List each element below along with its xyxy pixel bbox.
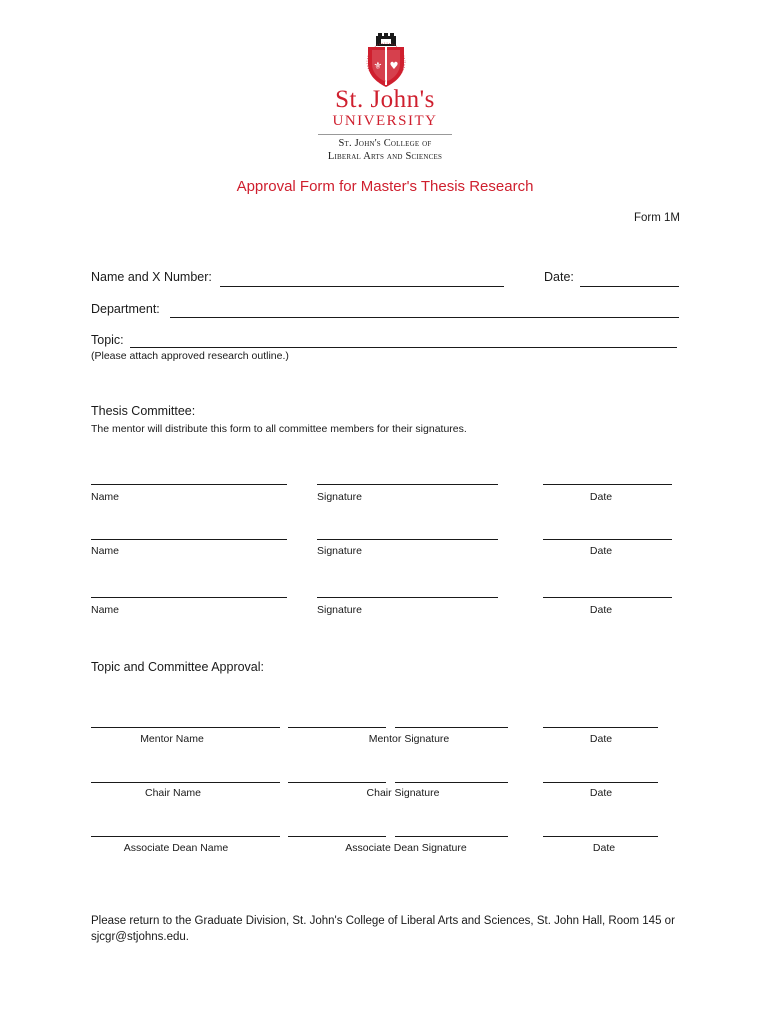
- approval-heading: Topic and Committee Approval:: [91, 660, 265, 674]
- approval-name-line[interactable]: [91, 782, 280, 783]
- department-field[interactable]: [170, 317, 679, 318]
- committee-date-line[interactable]: [543, 539, 672, 540]
- committee-name-line[interactable]: [91, 484, 287, 485]
- form-title: Approval Form for Master's Thesis Research: [236, 178, 534, 195]
- date-field[interactable]: [580, 286, 679, 287]
- approval-signature-label: Mentor Signature: [368, 733, 450, 745]
- svg-text:⚜: ⚜: [373, 61, 383, 72]
- approval-signature-line-a[interactable]: [288, 782, 386, 783]
- name-label: Name and X Number:: [91, 270, 212, 284]
- approval-date-label: Date: [592, 842, 616, 854]
- committee-signature-line[interactable]: [317, 539, 498, 540]
- university-name-line2: UNIVERSITY: [332, 113, 438, 129]
- date-label: Date:: [544, 270, 574, 284]
- approval-name-label: Associate Dean Name: [123, 842, 229, 854]
- form-id: Form 1M: [634, 212, 680, 224]
- approval-date-line[interactable]: [543, 782, 658, 783]
- committee-note: The mentor will distribute this form to all committee members for their signatures.: [91, 423, 467, 435]
- approval-signature-line-b[interactable]: [395, 727, 508, 728]
- committee-heading: Thesis Committee:: [91, 404, 196, 418]
- committee-name-line[interactable]: [91, 597, 287, 598]
- university-name-line1: St. John's: [335, 86, 435, 113]
- committee-name-line[interactable]: [91, 539, 287, 540]
- approval-signature-line-b[interactable]: [395, 836, 508, 837]
- committee-name-label: Name: [91, 491, 120, 503]
- approval-date-label: Date: [589, 787, 613, 799]
- approval-signature-line-a[interactable]: [288, 836, 386, 837]
- committee-date-line[interactable]: [543, 484, 672, 485]
- topic-note: (Please attach approved research outline.): [91, 350, 289, 362]
- committee-signature-line[interactable]: [317, 484, 498, 485]
- committee-date-label: Date: [589, 491, 613, 503]
- approval-name-line[interactable]: [91, 727, 280, 728]
- topic-label: Topic:: [91, 333, 124, 347]
- approval-signature-line-b[interactable]: [395, 782, 508, 783]
- svg-text:♥: ♥: [389, 61, 399, 72]
- committee-signature-label: Signature: [317, 491, 362, 503]
- college-name-line2: Liberal Arts and Sciences: [327, 151, 443, 162]
- university-crest-icon: [364, 32, 408, 88]
- approval-signature-label: Associate Dean Signature: [345, 842, 467, 854]
- name-field[interactable]: [220, 286, 504, 287]
- approval-name-line[interactable]: [91, 836, 280, 837]
- committee-date-line[interactable]: [543, 597, 672, 598]
- footer-return-note: Please return to the Graduate Division, St. John's College of Liberal Arts and Sciences, St. John Hall, Room 145 or sjcgr@stjohns.edu.: [91, 915, 675, 943]
- committee-date-label: Date: [589, 604, 613, 616]
- approval-name-label: Mentor Name: [140, 733, 204, 745]
- approval-date-line[interactable]: [543, 727, 658, 728]
- college-name-line1: St. John's College of: [338, 138, 432, 149]
- committee-name-label: Name: [91, 604, 120, 616]
- approval-name-label: Chair Name: [144, 787, 202, 799]
- approval-signature-label: Chair Signature: [366, 787, 440, 799]
- approval-signature-line-a[interactable]: [288, 727, 386, 728]
- committee-name-label: Name: [91, 545, 120, 557]
- approval-date-line[interactable]: [543, 836, 658, 837]
- committee-signature-line[interactable]: [317, 597, 498, 598]
- topic-field[interactable]: [130, 347, 677, 348]
- committee-signature-label: Signature: [317, 604, 362, 616]
- committee-date-label: Date: [589, 545, 613, 557]
- committee-signature-label: Signature: [317, 545, 362, 557]
- logo-divider: [318, 134, 452, 135]
- approval-date-label: Date: [589, 733, 613, 745]
- department-label: Department:: [91, 302, 160, 316]
